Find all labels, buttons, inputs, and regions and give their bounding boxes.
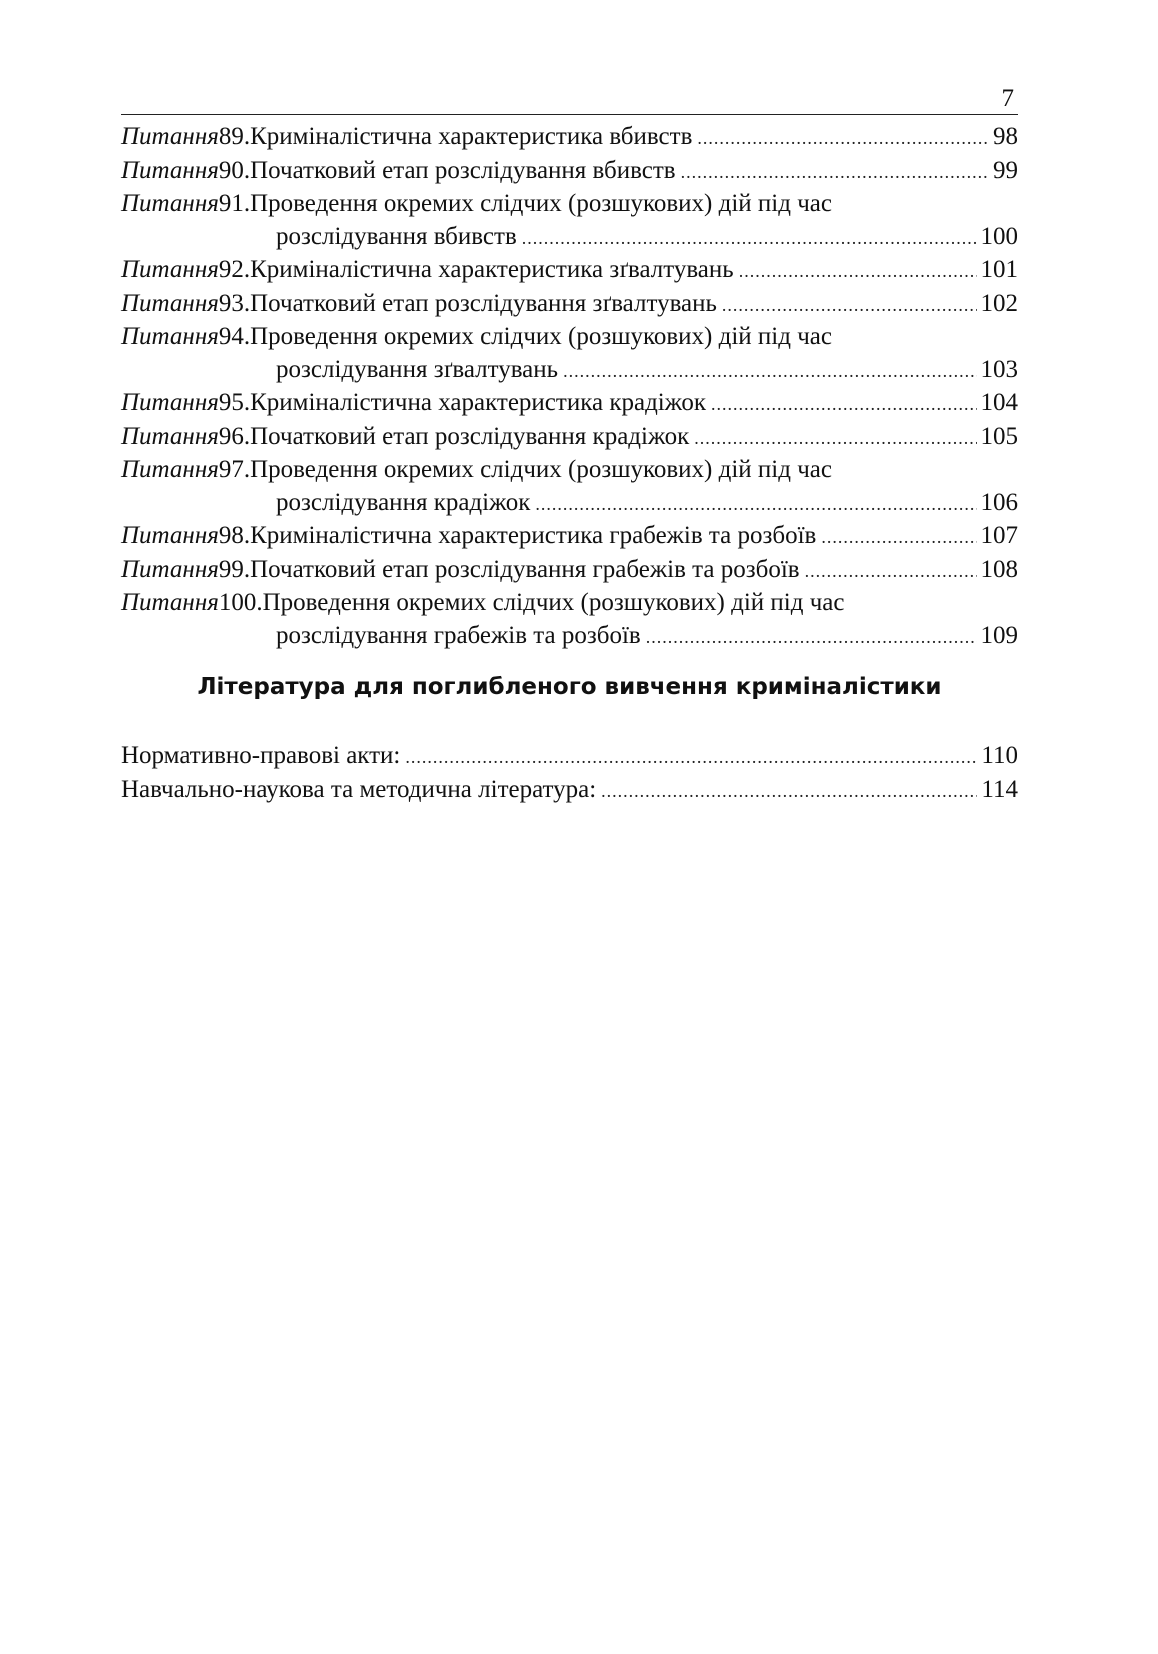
dot-leader — [563, 355, 976, 388]
toc-entry[interactable] — [121, 454, 1018, 487]
toc-entry-title: Проведення окремих слідчих (розшукових) дій під час — [250, 456, 832, 483]
toc-entry-number: 95. — [218, 389, 251, 416]
toc-entry-number: 94. — [218, 323, 251, 350]
literature-entry-page: 114 — [981, 775, 1018, 803]
dot-leader — [646, 621, 977, 654]
toc-entry-title: Проведення окремих слідчих (розшукових) дій під час — [250, 190, 832, 217]
toc-entry-title: Початковий етап розслідування зґвалтувань — [250, 289, 717, 317]
toc-entry-title: Проведення окремих слідчих (розшукових) дій під час — [250, 323, 832, 350]
toc-entry-page: 104 — [980, 389, 1018, 416]
toc-entry-title: Проведення окремих слідчих (розшукових) дій під час — [262, 589, 845, 616]
literature-entry-title: Навчально-наукова та методична література: — [121, 775, 597, 803]
section-title: Література для поглибленого вивчення криміналістики — [197, 674, 942, 700]
toc-entry[interactable] — [121, 288, 1018, 322]
toc-entry-number: 99. — [218, 555, 251, 583]
toc-entry-number: 93. — [218, 289, 251, 317]
toc-entry-title: Криміналістична характеристика грабежів та розбоїв — [250, 522, 817, 549]
literature-entry-title: Нормативно-правові акти: — [121, 742, 401, 769]
toc-entry-continuation[interactable] — [121, 620, 1018, 654]
toc-entry-number: 89. — [218, 123, 251, 150]
dot-leader — [805, 555, 977, 588]
toc-entry[interactable] — [121, 321, 1018, 354]
toc-entry-page: 102 — [980, 289, 1018, 317]
toc-entry-page: 100 — [980, 222, 1018, 250]
toc-entry-label: Питання — [121, 323, 219, 350]
toc-entry-title-cont: розслідування крадіжок — [276, 488, 531, 516]
toc-entry-label: Питання — [121, 555, 219, 583]
dot-leader — [681, 156, 989, 189]
literature-list — [121, 740, 1018, 807]
toc-entry-label: Питання — [121, 123, 219, 150]
toc-entry-title: Початковий етап розслідування вбивств — [250, 156, 676, 184]
toc-entry-number: 100. — [218, 589, 263, 616]
toc-entry[interactable] — [121, 421, 1018, 455]
toc-entry[interactable] — [121, 387, 1018, 421]
dot-leader — [694, 422, 976, 455]
toc-entry-page: 103 — [980, 355, 1018, 383]
dot-leader — [601, 775, 977, 808]
toc-entry-label: Питання — [121, 456, 219, 483]
toc-entry-title-cont: розслідування вбивств — [276, 222, 517, 250]
toc-entry-number: 92. — [218, 256, 251, 283]
toc-entry-continuation[interactable] — [121, 487, 1018, 521]
toc-entry-page: 107 — [980, 522, 1018, 549]
toc-entry-title: Початковий етап розслідування крадіжок — [250, 422, 690, 450]
toc-entry-continuation[interactable] — [121, 221, 1018, 255]
toc-entry[interactable] — [121, 254, 1018, 288]
dot-leader — [711, 388, 976, 421]
toc-entry-title-cont: розслідування зґвалтувань — [276, 355, 559, 383]
toc-entry-title: Криміналістична характеристика вбивств — [250, 123, 693, 150]
toc-entry-page: 109 — [980, 621, 1018, 649]
toc-entry-number: 91. — [218, 190, 251, 217]
toc-entry-title: Криміналістична характеристика зґвалтувань — [250, 256, 734, 283]
toc-entry-title: Початковий етап розслідування грабежів та розбоїв — [250, 555, 800, 583]
toc-entry-label: Питання — [121, 256, 219, 283]
dot-leader — [739, 255, 977, 288]
literature-entry[interactable] — [121, 740, 1018, 774]
toc-entry-page: 105 — [980, 422, 1018, 450]
toc-entry-page: 106 — [980, 488, 1018, 516]
toc-entry-label: Питання — [121, 589, 219, 616]
toc-entry-title: Криміналістична характеристика крадіжок — [250, 389, 707, 416]
dot-leader — [405, 741, 977, 774]
literature-entry[interactable] — [121, 774, 1018, 808]
toc-entry-number: 90. — [218, 156, 251, 184]
toc-entry-page: 98 — [993, 123, 1018, 150]
toc-entry[interactable] — [121, 520, 1018, 554]
page-number: 7 — [1001, 85, 1014, 112]
dot-leader — [821, 521, 976, 554]
toc-entry-page: 99 — [993, 156, 1018, 184]
toc-entry-label: Питання — [121, 289, 219, 317]
toc-entry-label: Питання — [121, 389, 219, 416]
table-of-contents — [121, 121, 1018, 653]
toc-entry[interactable] — [121, 554, 1018, 588]
toc-entry-label: Питання — [121, 522, 219, 549]
dot-leader — [722, 289, 977, 322]
toc-entry-page: 108 — [980, 555, 1018, 583]
toc-entry-number: 97. — [218, 456, 251, 483]
toc-entry-title-cont: розслідування грабежів та розбоїв — [276, 621, 641, 649]
toc-entry-page: 101 — [980, 256, 1018, 283]
toc-entry[interactable] — [121, 121, 1018, 155]
toc-entry[interactable] — [121, 155, 1018, 189]
dot-leader — [697, 122, 989, 155]
toc-entry[interactable] — [121, 188, 1018, 221]
toc-entry-number: 98. — [218, 522, 251, 549]
dot-leader — [522, 222, 977, 255]
toc-entry[interactable] — [121, 587, 1018, 620]
header-rule — [121, 114, 1018, 115]
dot-leader — [535, 488, 976, 521]
toc-entry-label: Питання — [121, 422, 219, 450]
toc-entry-label: Питання — [121, 156, 219, 184]
literature-entry-page: 110 — [981, 742, 1018, 769]
toc-entry-label: Питання — [121, 190, 219, 217]
toc-entry-number: 96. — [218, 422, 251, 450]
toc-entry-continuation[interactable] — [121, 354, 1018, 388]
